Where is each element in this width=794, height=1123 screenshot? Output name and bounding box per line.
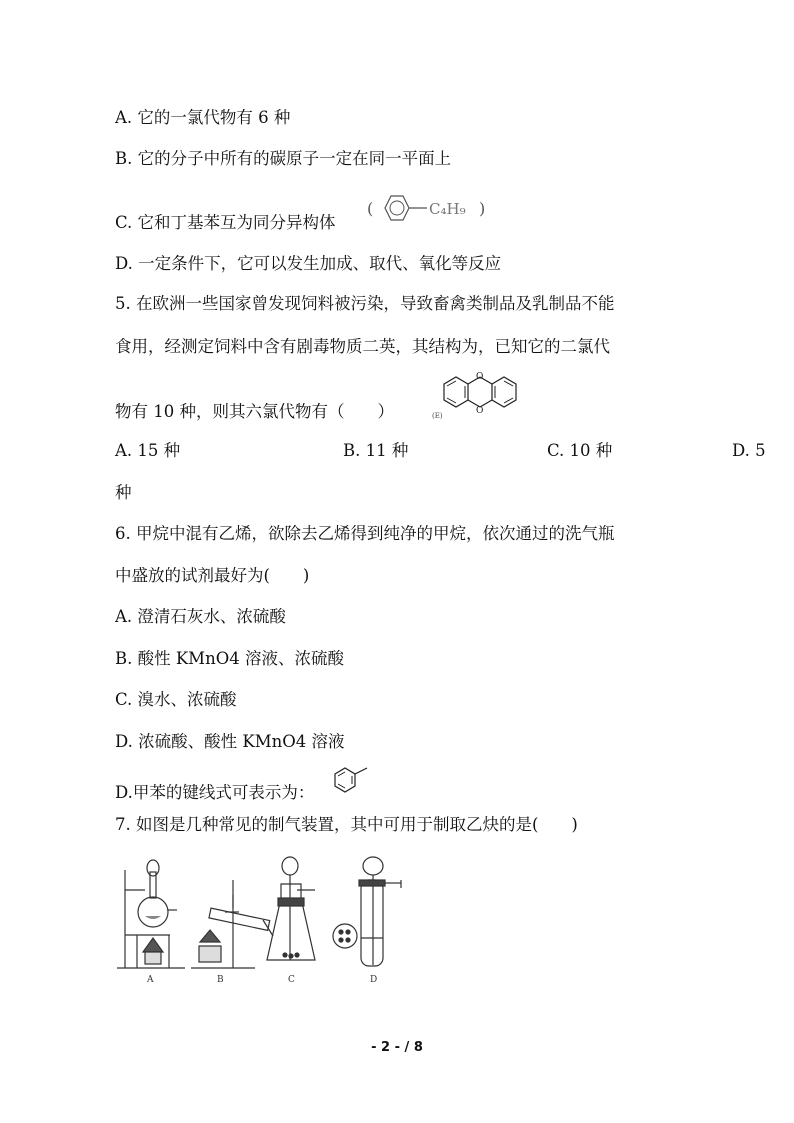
q4-option-a: A. 它的一氯代物有 6 种: [115, 108, 291, 127]
q5-option-a: A. 15 种: [115, 441, 181, 460]
q5-stem-line1: 5. 在欧洲一些国家曾发现饲料被污染，导致畜禽类制品及乳制品不能: [115, 294, 615, 313]
q6-option-a: A. 澄清石灰水、浓硫酸: [115, 607, 286, 626]
q6-stem-line2: 中盛放的试剂最好为( ): [115, 566, 310, 585]
q5-option-c: C. 10 种: [547, 441, 613, 460]
q6-option-b: B. 酸性 KMnO4 溶液、浓硫酸: [115, 649, 344, 668]
q6-stem-line1: 6. 甲烷中混有乙烯，欲除去乙烯得到纯净的甲烷，依次通过的洗气瓶: [115, 524, 615, 543]
q5-stem-line2: 食用，经测定饲料中含有剧毒物质二英，其结构为，已知它的二氯代: [115, 337, 610, 356]
q5-option-d-wrap: 种: [115, 483, 132, 502]
q6-option-c: C. 溴水、浓硫酸: [115, 690, 237, 709]
butyl-formula: C₄H₉: [429, 200, 466, 218]
svg-text:O: O: [476, 372, 484, 382]
svg-text:O: O: [476, 406, 484, 416]
q4-option-b: B. 它的分子中所有的碳原子一定在同一平面上: [115, 149, 452, 168]
svg-text:): ): [479, 199, 486, 218]
page-number: - 2 - / 8: [371, 1040, 423, 1055]
apparatus-label-d: D: [370, 975, 378, 985]
toluene-structure: [325, 762, 385, 800]
apparatus-label-b: B: [217, 975, 224, 985]
svg-text:(: (: [367, 199, 374, 218]
butylbenzene-structure: [365, 190, 495, 230]
apparatus-c: [267, 857, 315, 960]
apparatus-a: [117, 860, 185, 968]
q6-option-d: D. 浓硫酸、酸性 KMnO4 溶液: [115, 732, 345, 751]
apparatus-b: [191, 880, 273, 968]
apparatus-label-c: C: [288, 975, 295, 985]
q5-option-b: B. 11 种: [343, 441, 409, 460]
q5-stem-line3: 物有 10 种，则其六氯代物有（ ）: [115, 402, 394, 421]
q7-stem: 7. 如图是几种常见的制气装置，其中可用于制取乙炔的是( ): [115, 815, 578, 834]
apparatus-d: [333, 857, 401, 966]
q4-option-d: D. 一定条件下，它可以发生加成、取代、氧化等反应: [115, 254, 502, 273]
q5-option-d: D. 5: [732, 441, 766, 460]
apparatus-label-a: A: [147, 975, 154, 985]
dioxin-structure: [432, 368, 532, 426]
svg-text:(E): (E): [432, 412, 443, 420]
toluene-note: D.甲苯的键线式可表示为：: [115, 783, 315, 802]
q4-option-c: C. 它和丁基苯互为同分异构体: [115, 213, 336, 232]
gas-apparatus-figure: [115, 850, 415, 990]
